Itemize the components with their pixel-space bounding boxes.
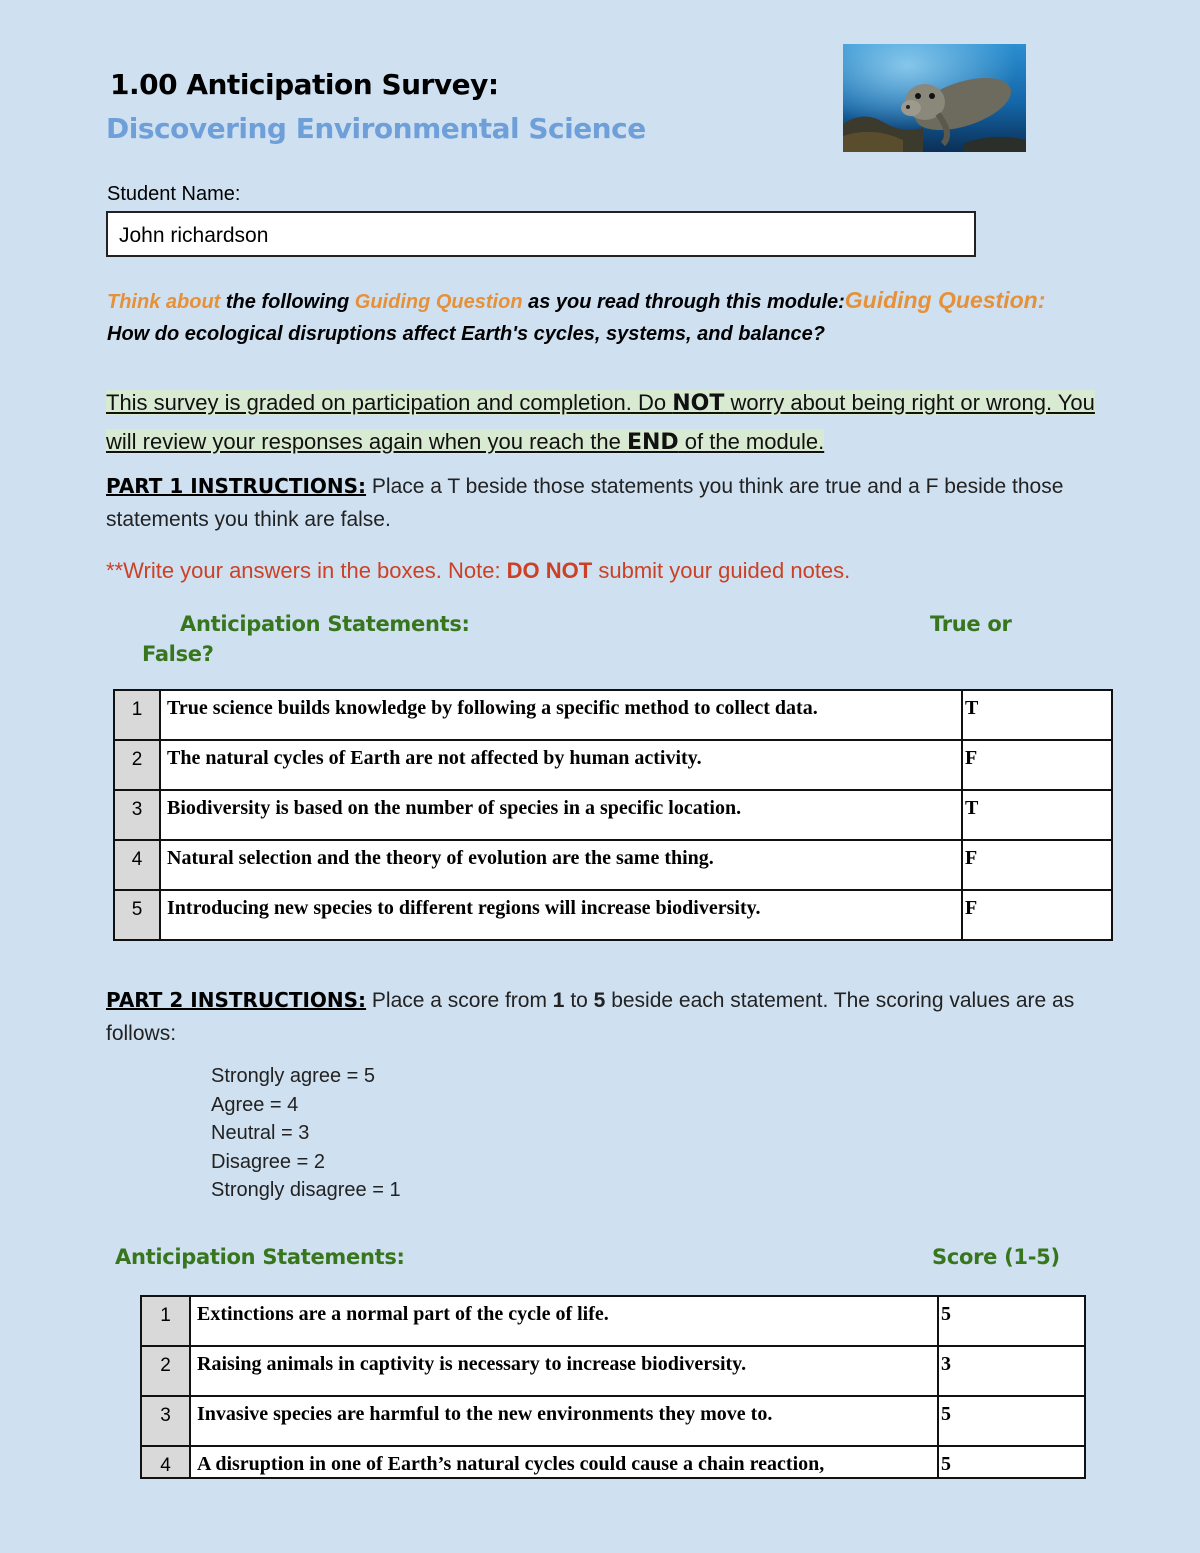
part1-answer-box[interactable]: F [962,890,1112,940]
note-prefix: **Write your answers in the boxes. Note: [106,558,507,583]
part1-instructions [106,470,1106,536]
part2-row-number: 4 [141,1446,190,1478]
part2-score-header: Score (1-5) [932,1245,1060,1269]
part1-row [114,840,1112,890]
part1-row-number: 5 [114,890,160,940]
part1-answer-box[interactable]: T [962,790,1112,840]
scale-item: Disagree = 2 [211,1150,325,1173]
part2-text-b: beside each statement. The scoring values are as follows: [106,989,1075,1045]
part2-row-number: 1 [141,1296,190,1346]
part1-table [113,689,1113,941]
scoring-scale [211,1062,401,1205]
part2-row-number: 3 [141,1396,190,1446]
guiding-question-link: Guiding Question [354,291,523,313]
part2-to: to [564,989,594,1012]
part1-row [114,690,1112,740]
grading-note [106,384,1106,462]
part1-statement: The natural cycles of Earth are not affected by human activity. [160,740,962,790]
page-subtitle: Discovering Environmental Science [106,112,646,145]
scale-item: Agree = 4 [211,1093,299,1116]
part2-five: 5 [593,989,606,1012]
guiding-question-body: How do ecological disruptions affect Earth's cycles, systems, and balance? [107,323,825,345]
part1-statement: True science builds knowledge by following a specific method to collect data. [160,690,962,740]
part2-one: 1 [552,989,565,1012]
part1-statement: Natural selection and the theory of evolution are the same thing. [160,840,962,890]
note-suffix: submit your guided notes. [592,558,851,583]
grading-note-part2: worry about being right or wrong. You will review your responses again when you reach the [106,390,1095,454]
think-about-text: Think about [107,291,221,313]
part2-answer-box[interactable]: 5 [938,1296,1085,1346]
grading-note-not: NOT [672,391,725,416]
part2-label: PART 2 INSTRUCTIONS: [106,988,367,1012]
part1-row-number: 1 [114,690,160,740]
scale-item: Strongly disagree = 1 [211,1179,401,1201]
grading-note-part3: of the module. [678,429,825,454]
guiding-question-label: Guiding Question: [844,287,1046,313]
part1-answer-header-line1: True or [930,612,1012,636]
part1-answer-header-line2: False? [142,642,214,666]
scale-item: Strongly agree = 5 [211,1065,375,1087]
the-following-text: the following [220,291,355,313]
part1-row-number: 3 [114,790,160,840]
as-you-read-text: as you read through this module: [522,291,845,313]
part2-table [140,1295,1086,1479]
part2-row [141,1346,1085,1396]
part1-statement: Introducing new species to different regions will increase biodiversity. [160,890,962,940]
part2-answer-box[interactable]: 5 [938,1446,1085,1478]
part2-answer-box[interactable]: 5 [938,1396,1085,1446]
part1-answer-box[interactable]: F [962,840,1112,890]
part1-answer-box[interactable]: T [962,690,1112,740]
part1-row [114,790,1112,840]
part1-row [114,890,1112,940]
part1-statement: Biodiversity is based on the number of species in a specific location. [160,790,962,840]
part2-row-number: 2 [141,1346,190,1396]
grading-note-part1: This survey is graded on participation and completion. Do [106,390,673,415]
grading-note-end: END [626,430,679,455]
part2-statement: Invasive species are harmful to the new environments they move to. [190,1396,938,1446]
part1-row-number: 4 [114,840,160,890]
part2-text-a: Place a score from [366,989,553,1012]
student-name-label: Student Name: [107,183,241,205]
part2-row [141,1396,1085,1446]
part2-statement: Raising animals in captivity is necessary to increase biodiversity. [190,1346,938,1396]
part1-row [114,740,1112,790]
part1-note [106,558,850,584]
part1-text: Place a T beside those statements you think are true and a F beside those statements you think are false. [106,475,1064,531]
part2-statements-header: Anticipation Statements: [115,1245,405,1269]
part2-answer-box[interactable]: 3 [938,1346,1085,1396]
sea-lion-photo [843,44,1026,152]
part1-answer-box[interactable]: F [962,740,1112,790]
guiding-question-text [107,284,1067,350]
part1-row-number: 2 [114,740,160,790]
note-bold: DO NOT [506,558,593,583]
part2-instructions [106,984,1106,1050]
student-name-field[interactable]: John richardson [106,211,976,257]
part1-label: PART 1 INSTRUCTIONS: [106,474,367,498]
part2-statement: Extinctions are a normal part of the cycle of life. [190,1296,938,1346]
part2-statement: A disruption in one of Earth’s natural cycles could cause a chain reaction, [190,1446,938,1478]
scale-item: Neutral = 3 [211,1122,310,1144]
page-title: 1.00 Anticipation Survey: [110,68,499,101]
part1-statements-header: Anticipation Statements: [180,612,470,636]
part2-row [141,1446,1085,1478]
part2-row [141,1296,1085,1346]
